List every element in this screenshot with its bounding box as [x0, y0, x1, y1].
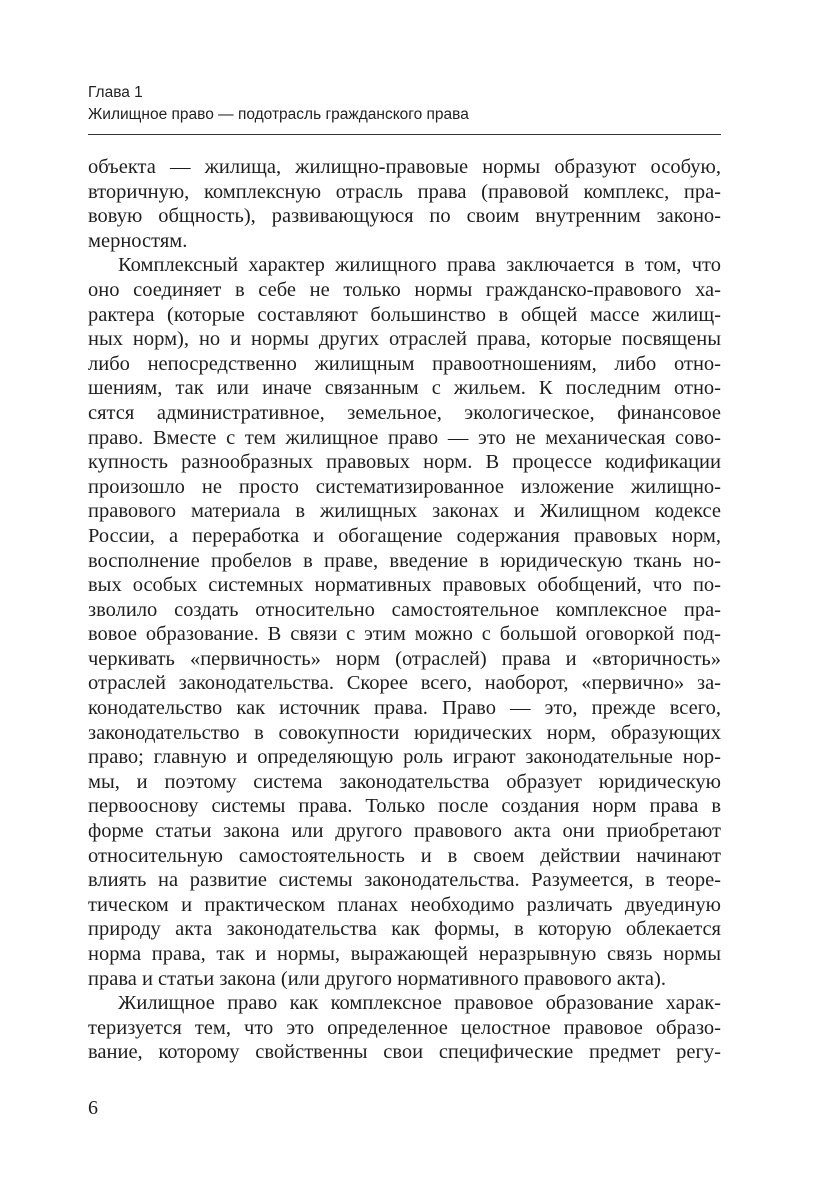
- text-line: произошло не просто систематизированное изложение жилищно-: [88, 475, 721, 498]
- chapter-label: Глава 1: [88, 84, 143, 101]
- text-line: мерностям.: [88, 229, 188, 252]
- text-line: вых особых системных нормативных правовых обобщений, что по-: [88, 574, 721, 597]
- page-number: 6: [88, 1097, 98, 1119]
- text-line: ных норм), но и нормы других отраслей права, которые посвящены: [88, 328, 721, 351]
- text-line: законодательство в совокупности юридических норм, образующих: [88, 721, 721, 744]
- book-page: [88, 0, 721, 1198]
- text-line: рактера (которые составляют большинство в общей массе жилищ-: [88, 303, 721, 326]
- text-line: право. Вместе с тем жилищное право — это не механическая сово-: [88, 426, 721, 449]
- text-line: природу акта законодательства как формы, в которую облекается: [88, 918, 721, 941]
- text-line: мы, и поэтому система законодательства образует юридическую: [88, 770, 721, 793]
- text-line: правового материала в жилищных законах и Жилищном кодексе: [88, 500, 721, 523]
- text-line: вовую общность), развивающуюся по своим внутренним законо-: [88, 205, 721, 228]
- text-line: вание, которому свойственны свои специфические предмет регу-: [88, 1041, 721, 1064]
- header-rule: [88, 134, 721, 135]
- paragraph: [88, 991, 721, 1065]
- text-line: отраслей законодательства. Скорее всего, наоборот, «первично» за-: [88, 672, 721, 695]
- body-text: [88, 155, 721, 1065]
- text-line: черкивать «первичность» норм (отраслей) права и «вторичность»: [88, 647, 721, 670]
- chapter-title: Жилищное право — подотрасль гражданского права: [88, 106, 469, 123]
- text-line: вторичную, комплексную отрасль права (правовой комплекс, пра-: [88, 180, 721, 203]
- text-line: Комплексный характер жилищного права заключается в том, что: [118, 254, 721, 277]
- text-line: восполнение пробелов в праве, введение в юридическую ткань но-: [88, 549, 721, 572]
- text-line: права и статьи закона (или другого нормативного правового акта).: [88, 967, 666, 990]
- text-line: оно соединяет в себе не только нормы гражданско-правового ха-: [88, 278, 721, 301]
- text-line: вовое образование. В связи с этим можно с большой оговоркой под-: [88, 623, 721, 646]
- text-line: зволило создать относительно самостоятельное комплексное пра-: [88, 598, 721, 621]
- text-line: шениям, так или иначе связанным с жильем. К последним отно-: [88, 377, 721, 400]
- paragraph: [88, 155, 721, 253]
- text-line: относительную самостоятельность и в своем действии начинают: [88, 844, 721, 867]
- text-line: влиять на развитие системы законодательства. Разумеется, в теоре-: [88, 869, 721, 892]
- text-line: тическом и практическом планах необходимо различать двуединую: [88, 893, 721, 916]
- text-line: первооснову системы права. Только после создания норм права в: [88, 795, 721, 818]
- text-line: либо непосредственно жилищным правоотношениям, либо отно-: [88, 352, 721, 375]
- text-line: сятся административное, земельное, экологическое, финансовое: [88, 401, 721, 424]
- text-line: теризуется тем, что это определенное целостное правовое образо-: [88, 1016, 721, 1039]
- text-line: объекта — жилища, жилищно-правовые нормы образуют особую,: [88, 156, 721, 178]
- text-line: норма права, так и нормы, выражающей неразрывную связь нормы: [88, 943, 721, 965]
- text-line: форме статьи закона или другого правового акта они приобретают: [88, 820, 721, 843]
- running-head: [88, 82, 721, 126]
- text-line: купность разнообразных правовых норм. В процессе кодификации: [88, 451, 721, 474]
- text-line: право; главную и определяющую роль играют законодательные нор-: [88, 746, 721, 769]
- text-line: конодательство как источник права. Право — это, прежде всего,: [88, 697, 721, 720]
- text-line: России, а переработка и обогащение содержания правовых норм,: [88, 524, 721, 547]
- paragraph: [88, 253, 721, 991]
- text-line: Жилищное право как комплексное правовое образование харак-: [118, 992, 721, 1015]
